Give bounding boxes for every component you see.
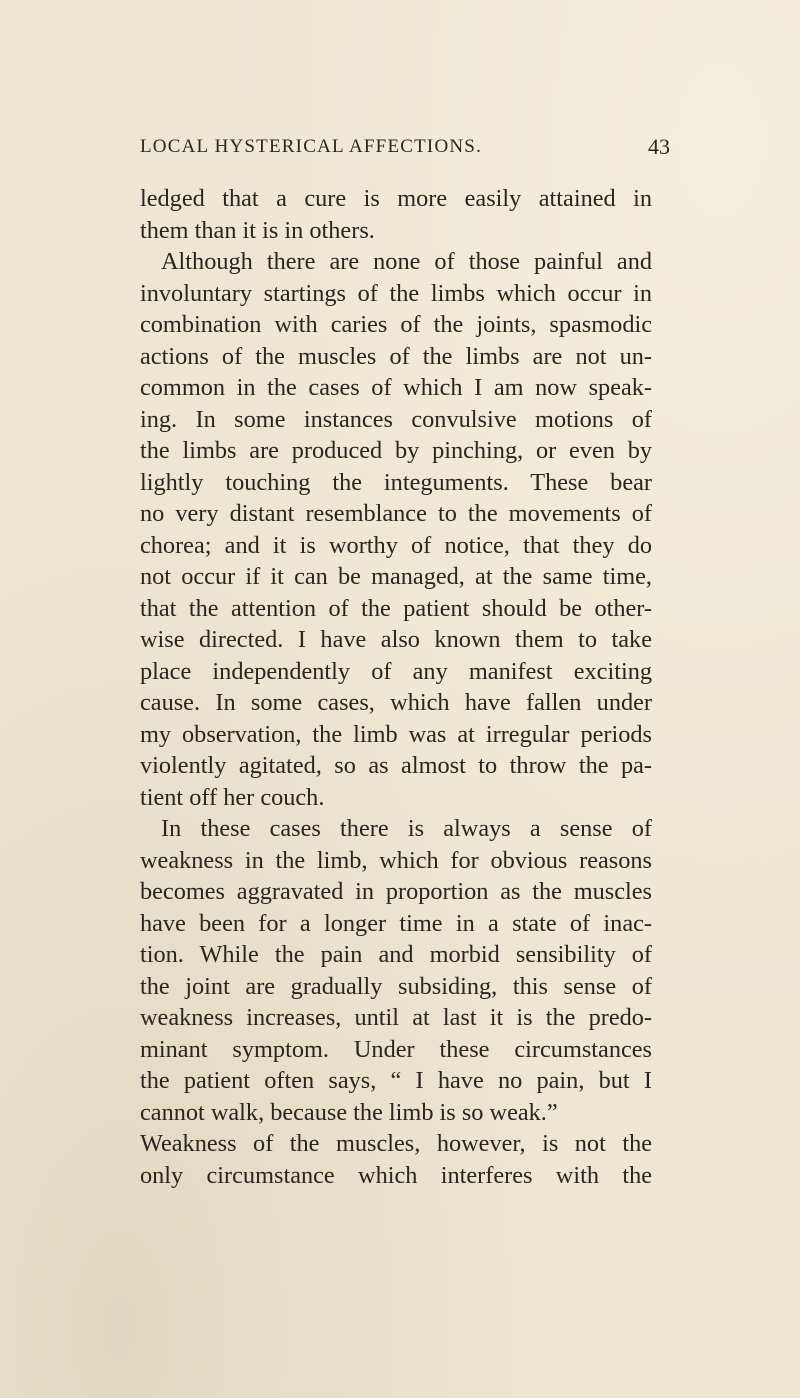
text-line: chorea; and it is worthy of notice, that they do: [140, 531, 652, 559]
text-line: lightly touching the integuments. These bear: [140, 468, 652, 496]
text-line: cause. In some cases, which have fallen under: [140, 689, 652, 716]
text-line: the patient often says, “ I have no pain, but I: [140, 1067, 652, 1094]
text-line: the joint are gradually subsiding, this sense of: [140, 972, 652, 1000]
text-line: becomes aggravated in proportion as the muscles: [140, 878, 652, 905]
text-line: involuntary startings of the limbs which occur in: [140, 279, 652, 307]
text-line: that the attention of the patient should be other-: [140, 594, 652, 622]
text-line: not occur if it can be managed, at the same time,: [140, 563, 652, 590]
text-line: my observation, the limb was at irregular periods: [140, 720, 652, 748]
text-line: place independently of any manifest exciting: [140, 657, 652, 685]
text-line: minant symptom. Under these circumstances: [140, 1035, 652, 1063]
text-line: violently agitated, so as almost to throw the pa-: [140, 752, 652, 779]
text-line: weakness in the limb, which for obvious reasons: [140, 846, 652, 874]
text-line: have been for a longer time in a state of inac-: [140, 909, 652, 937]
text-line: common in the cases of which I am now speak-: [140, 374, 652, 401]
text-line: ing. In some instances convulsive motions of: [140, 405, 652, 433]
running-title: LOCAL HYSTERICAL AFFECTIONS.: [140, 136, 483, 157]
text-line: In these cases there is always a sense of: [161, 815, 652, 842]
text-line: cannot walk, because the limb is so weak.”: [140, 1098, 558, 1126]
text-line: actions of the muscles of the limbs are not un-: [140, 342, 652, 370]
text-line: combination with caries of the joints, spasmodic: [140, 311, 652, 338]
text-line: Although there are none of those painful and: [161, 248, 652, 275]
text-line: them than it is in others.: [140, 216, 375, 244]
text-line: tion. While the pain and morbid sensibility of: [140, 941, 652, 968]
running-head: [130, 136, 670, 166]
text-line: only circumstance which interferes with the: [140, 1161, 652, 1189]
text-line: tient off her couch.: [140, 783, 325, 811]
text-line: wise directed. I have also known them to take: [140, 626, 652, 653]
text-line: the limbs are produced by pinching, or even by: [140, 437, 652, 464]
text-line: Weakness of the muscles, however, is not the: [140, 1130, 652, 1157]
text-line: ledged that a cure is more easily attained in: [140, 185, 652, 212]
page-number: 43: [648, 134, 670, 159]
text-line: weakness increases, until at last it is the predo-: [140, 1004, 652, 1031]
text-line: no very distant resemblance to the movements of: [140, 500, 652, 527]
body-text: [140, 183, 652, 1191]
